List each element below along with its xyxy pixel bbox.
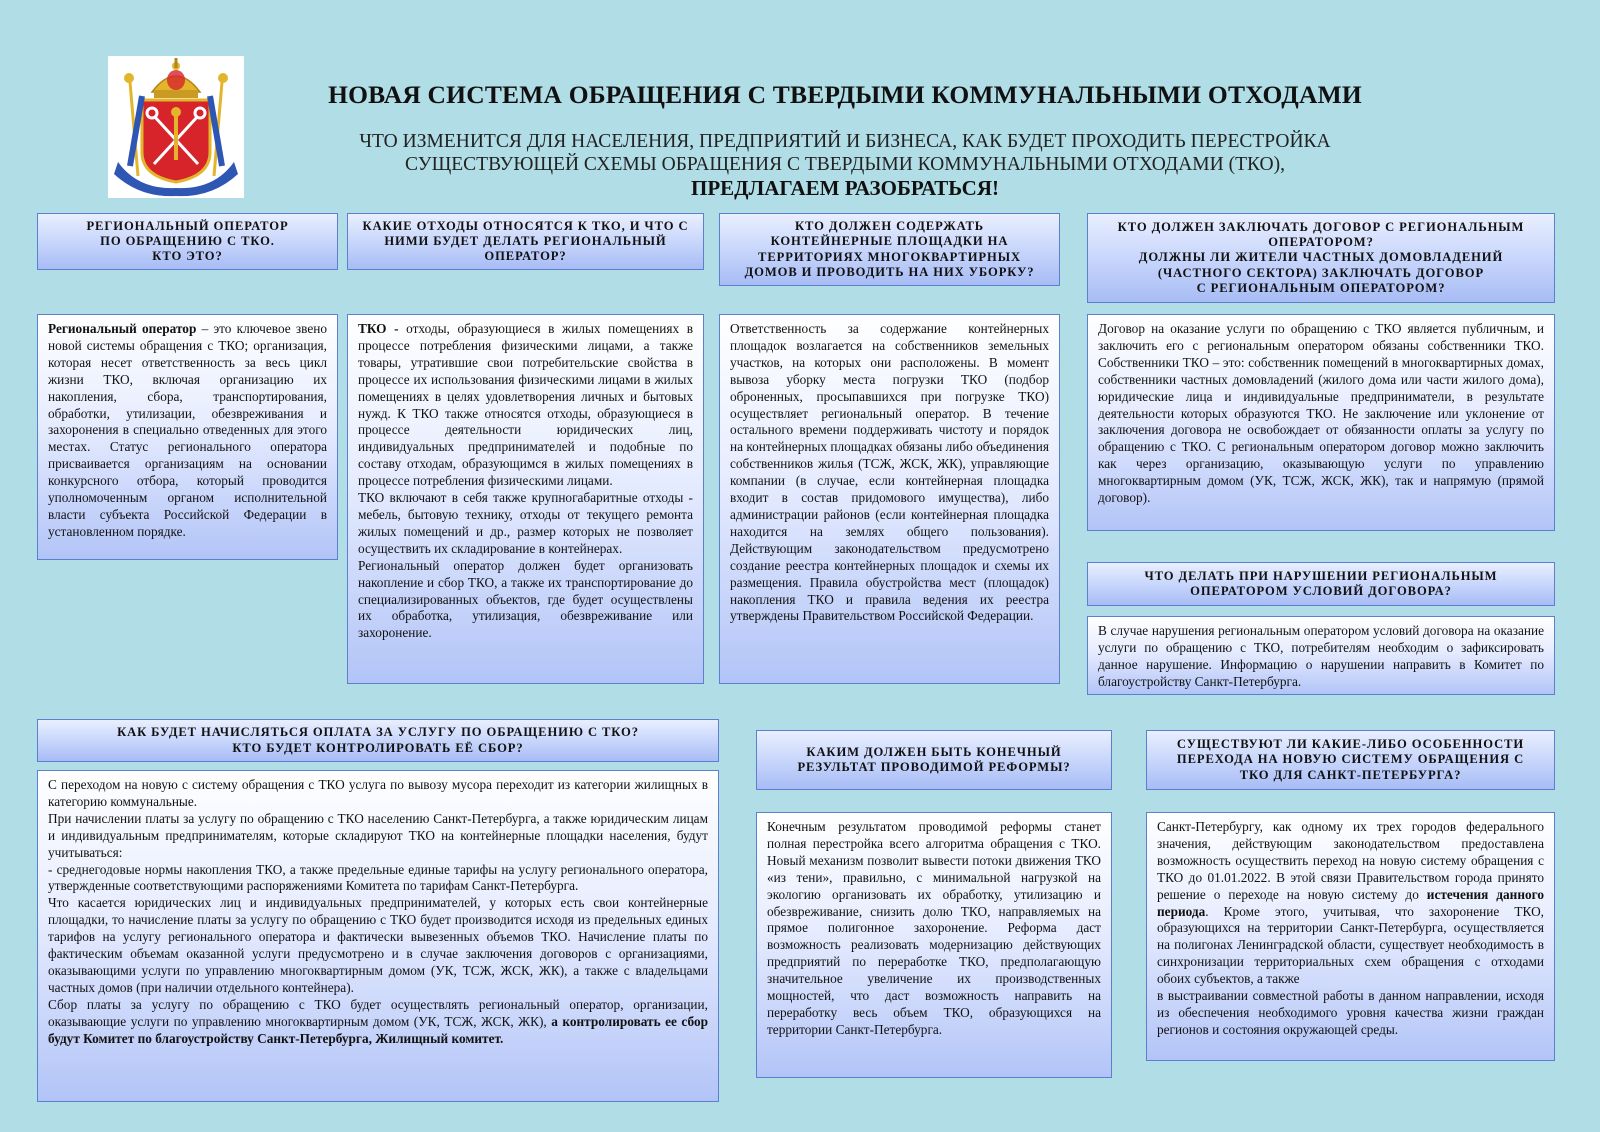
violation-body: В случае нарушения региональным оператором условий договора на оказание услуги по обращению с ТКО, потребителям необходим о зафиксировать данное нарушение. Информацию о нарушении направить в Комитет по благоустройству Санкт-Петербурга. [1098, 623, 1544, 689]
operator-heading-line: ПО ОБРАЩЕНИЮ С ТКО. [100, 233, 275, 248]
call-to-action: ПРЕДЛАГАЕМ РАЗОБРАТЬСЯ! [691, 176, 999, 200]
operator-heading [37, 213, 338, 270]
contract-text [1087, 314, 1555, 531]
sites-heading-line: КОНТЕЙНЕРНЫЕ ПЛОЩАДКИ НА [770, 234, 1009, 249]
spb-paragraph-2: в выстраивании совместной работы в данном направлении, исходя из обеспечения необходимого уровня качества жизни граждан регионов и состояния окружающей среды. [1157, 988, 1544, 1037]
operator-text [37, 314, 338, 560]
contract-heading-line: (ЧАСТНОГО СЕКТОРА) ЗАКЛЮЧАТЬ ДОГОВОР [1157, 265, 1485, 280]
spb-text [1146, 812, 1555, 1061]
waste-lead: ТКО - [358, 321, 399, 336]
sites-heading [719, 213, 1060, 286]
page-subtitle [260, 130, 1430, 200]
sites-heading-line: ТЕРРИТОРИЯХ МНОГОКВАРТИРНЫХ [758, 249, 1021, 264]
contract-body: Договор на оказание услуги по обращению с ТКО является публичным, и заключить его с региональным оператором обязаны собственники ТКО. Собственники ТКО – это: собственник помещений в многоквартирных домах, собственники частных домовладений (жилого дома или части жилого дома), юридические лица и индивидуальные предприниматели, в результате деятельности которых образуются ТКО. Не заключение или уклонение от заключения договора не освобождает от обязанности оплаты за услугу по обращению с ТКО. С региональным оператором договор можно заключить как через организацию, оказывающую услуги по управлению многоквартирным домом (УК, ТСЖ, ЖСК, ЖК), так и напрямую (прямой договор). [1098, 321, 1544, 506]
operator-body: – это ключевое звено новой системы обращения с ТКО; организация, которая несет ответственность за весь цикл жизни ТКО, включая организацию их накопления, сбора, транспортирования, обработки, утилизации, обезвреживания и захоронения в специально отведенных для этого местах. Статус регионального оператора присваивается организациям на основании конкурсного отбора, который проводится уполномоченным органом исполнительной власти субъекта Российской Федерации в установленном порядке. [48, 321, 327, 539]
payment-paragraph-1: С переходом на новую с систему обращения с ТКО услуга по вывозу мусора переходит из категории жилищных в категорию коммунальные. [48, 777, 708, 809]
payment-text [37, 770, 719, 1102]
reform-heading-line: РЕЗУЛЬТАТ ПРОВОДИМОЙ РЕФОРМЫ? [797, 760, 1071, 774]
reform-body: Конечным результатом проводимой реформы станет полная перестройка всего алгоритма обращения с ТКО. Новый механизм позволит вывести потоки движения ТКО «из тени», правильно, с минимальной нагрузкой на экологию организовать их обработку, утилизацию и обезвреживание, снизить долю ТКО, направляемых на прямое полигонное захоронение. Реформа даст возможность реализовать модернизацию действующих предприятий по переработке ТКО, предполагающую значительное увеличение их производственных мощностей, что даст возможность направить на переработку весь объем ТКО, образующихся на территории Санкт-Петербурга. [767, 819, 1101, 1037]
spb-heading-line: ТКО ДЛЯ САНКТ-ПЕТЕРБУРГА? [1239, 767, 1462, 782]
contract-heading-line: ОПЕРАТОРОМ? [1268, 235, 1374, 250]
payment-paragraph-4: Что касается юридических лиц и индивидуальных предпринимателей, у которых есть свои контейнерные площадки, то начисление платы за услугу по обращению с ТКО будет производится исходя из предельных единых тарифов на услугу регионального оператора и фактически вывезенных объемов ТКО. Начисление платы по фактическим объемам оказанной услуги предусмотрено и в случае заключения договоров с организациями, оказывающими услуги по управлению многоквартирным домом (УК, ТСЖ, ЖСК, ЖК), а также с владельцами частных домов (при наличии отдельного контейнера). [48, 895, 708, 995]
spb-deadline-emphasis: истечения данного периода [1157, 886, 1544, 919]
spb-heading-line: СУЩЕСТВУЮТ ЛИ КАКИЕ-ЛИБО ОСОБЕННОСТИ [1176, 737, 1525, 752]
sites-heading-line: ДОМОВ И ПРОВОДИТЬ НА НИХ УБОРКУ? [744, 264, 1035, 279]
violation-heading [1087, 562, 1555, 606]
payment-heading-line: КАК БУДЕТ НАЧИСЛЯТЬСЯ ОПЛАТА ЗА УСЛУГУ ПО ОБРАЩЕНИЮ С ТКО? [117, 725, 639, 740]
waste-heading-line: НИМИ БУДЕТ ДЕЛАТЬ РЕГИОНАЛЬНЫЙ [384, 233, 667, 248]
violation-heading-line: ЧТО ДЕЛАТЬ ПРИ НАРУШЕНИИ РЕГИОНАЛЬНЫМ [1144, 568, 1498, 583]
spb-heading [1146, 730, 1555, 790]
payment-paragraph-2: При начислении платы за услугу по обращению с ТКО населению Санкт-Петербурга, а также юридическим лицам и индивидуальным предпринимателям, которые складируют ТКО на контейнерные площадки населения, будут учитываться: [48, 810, 708, 860]
reform-heading [756, 730, 1112, 790]
violation-heading-line: ОПЕРАТОРОМ УСЛОВИЙ ДОГОВОРА? [1190, 584, 1452, 598]
payment-heading-line: КТО БУДЕТ КОНТРОЛИРОВАТЬ ЕЁ СБОР? [232, 740, 524, 755]
payment-heading [37, 719, 719, 762]
sites-body: Ответственность за содержание контейнерных площадок возлагается на собственников земельных участков, на которых они расположены. В момент вывоза уборку места погрузки ТКО (подбор оброненных, просыпавшихся при погрузке ТКО) осуществляет региональный оператор. В течение остального времени поддерживать чистоту и порядок на контейнерных площадках обязаны либо объединения собственников жилья (ТСЖ, ЖСК, ЖК), управляющие компании (в случае, если контейнерная площадка входит в состав придомового имущества), либо администрации районов (если контейнерная площадка находится на землях общего пользования). Действующим законодательством предусмотрено создание реестра контейнерных площадок и схемы их размещения. Правила обустройства мест (площадок) накопления ТКО и правила ведения их реестра утверждены Правительством Российской Федерации. [730, 321, 1049, 624]
spb-paragraph-1-end: . Кроме этого, учитывая, что захоронение ТКО, образующихся на территории Санкт-Петербурга, осуществляется на полигонах Ленинградской области, существует необходимость в синхронизации территориальных схем обращения с отходами обоих субъектов, а также [1157, 903, 1544, 987]
operator-lead: Региональный оператор [48, 321, 197, 336]
page-title: НОВАЯ СИСТЕМА ОБРАЩЕНИЯ С ТВЕРДЫМИ КОММУНАЛЬНЫМИ ОТХОДАМИ [328, 80, 1362, 109]
subtitle-line-2: СУЩЕСТВУЮЩЕЙ СХЕМЫ ОБРАЩЕНИЯ С ТВЕРДЫМИ КОММУНАЛЬНЫМИ ОТХОДАМИ (ТКО), [405, 154, 1285, 175]
sites-heading-line: КТО ДОЛЖЕН СОДЕРЖАТЬ [794, 218, 985, 233]
contract-heading [1087, 213, 1555, 303]
contract-heading-line: С РЕГИОНАЛЬНЫМ ОПЕРАТОРОМ? [1196, 280, 1446, 295]
reform-text [756, 812, 1112, 1078]
spb-paragraph-1: Санкт-Петербургу, как одному их трех городов федерального значения, действующим законодательством предоставлена возможность осуществить переход на новую систему обращения с ТКО до 01.01.2022. В этой связи Правительством города принято решение о переходе на новую систему до [1157, 819, 1544, 902]
waste-paragraph-3: Региональный оператор должен будет организовать накопление и сбор ТКО, а также их транспортирование до специализированных объектов, где будет осуществлены их обработка, утилизация, обезвреживание или захоронение. [358, 557, 693, 641]
waste-heading [347, 213, 704, 270]
operator-heading-line: КТО ЭТО? [152, 249, 223, 264]
subtitle-line-1: ЧТО ИЗМЕНИТСЯ ДЛЯ НАСЕЛЕНИЯ, ПРЕДПРИЯТИЙ И БИЗНЕСА, КАК БУДЕТ ПРОХОДИТЬ ПЕРЕСТРОЙКА [359, 131, 1331, 152]
sites-text [719, 314, 1060, 684]
waste-heading-line: ОПЕРАТОР? [484, 249, 567, 264]
payment-paragraph-5: Сбор платы за услугу по обращению с ТКО будет осуществлять региональный оператор, организации, оказывающие услуги по управлению многоквартирным домом (УК, ТСЖ, ЖСК, ЖК), [48, 996, 708, 1029]
waste-heading-line: КАКИЕ ОТХОДЫ ОТНОСЯТСЯ К ТКО, И ЧТО С [362, 218, 689, 233]
violation-text [1087, 616, 1555, 695]
contract-heading-line: КТО ДОЛЖЕН ЗАКЛЮЧАТЬ ДОГОВОР С РЕГИОНАЛЬНЫМ [1117, 219, 1525, 234]
waste-text [347, 314, 704, 684]
operator-heading-line: РЕГИОНАЛЬНЫЙ ОПЕРАТОР [86, 218, 289, 233]
waste-paragraph-1: отходы, образующиеся в жилых помещениях в процессе потребления физическими лицами, а также товары, утратившие свои потребительские свойства в процессе их использования физическими лицами в жилых помещениях в целях удовлетворения личных и бытовых нужд. К ТКО также относятся отходы, образующиеся в процессе деятельности юридических лиц, индивидуальных предпринимателей и подобные по составу отходам, образующимся в жилых помещениях в процессе потребления физическими лицами. [358, 321, 693, 489]
spb-heading-line: ПЕРЕХОДА НА НОВУЮ СИСТЕМУ ОБРАЩЕНИЯ С [1176, 752, 1525, 767]
waste-paragraph-2: ТКО включают в себя также крупногабаритные отходы - мебель, бытовую технику, отходы от текущего ремонта жилых помещений и др., размер которых не позволяет осуществить их складирование в контейнерах. [358, 490, 693, 556]
contract-heading-line: ДОЛЖНЫ ЛИ ЖИТЕЛИ ЧАСТНЫХ ДОМОВЛАДЕНИЙ [1138, 250, 1504, 265]
payment-control-note: а контролировать ее сбор будут Комитет по благоустройству Санкт-Петербурга, Жилищный комитет. [48, 1013, 709, 1046]
reform-heading-line: КАКИМ ДОЛЖЕН БЫТЬ КОНЕЧНЫЙ [806, 744, 1062, 759]
coat-of-arms-icon [108, 56, 244, 198]
payment-paragraph-3: - среднегодовые нормы накопления ТКО, а также предельные единые тарифы на услугу регионального оператора, утвержденные соответствующими распоряжениями Комитета по тарифам Санкт-Петербурга. [48, 861, 708, 894]
